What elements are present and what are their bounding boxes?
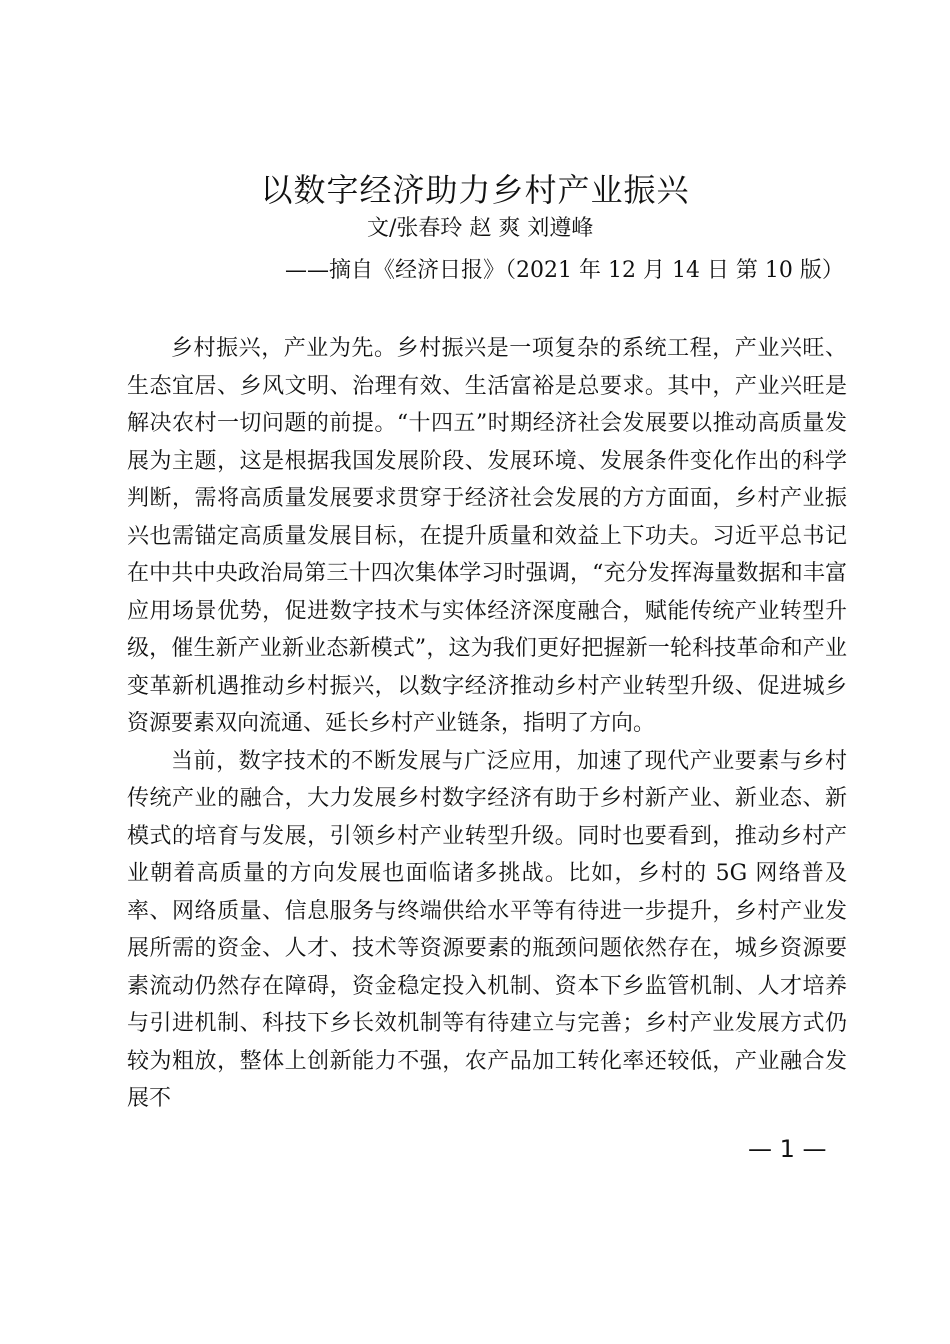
page-number: — 1 —: [748, 1135, 827, 1163]
source-line: ——摘自《经济日报》（2021 年 12 月 14 日 第 10 版）: [285, 258, 844, 283]
paragraph: 乡村振兴，产业为先。乡村振兴是一项复杂的系统工程，产业兴旺、生态宜居、乡风文明、治理有效、生活富裕是总要求。其中，产业兴旺是解决农村一切问题的前提。“十四五”时期经济社会发展要以推动高质量发展为主题，这是根据我国发展阶段、发展环境、发展条件变化作出的科学判断，需将高质量发展要求贯穿于经济社会发展的方方面面，乡村产业振兴也需锚定高质量发展目标，在提升质量和效益上下功夫。习近平总书记在中共中央政治局第三十四次集体学习时强调，“充分发挥海量数据和丰富应用场景优势，促进数字技术与实体经济深度融合，赋能传统产业转型升级，催生新产业新业态新模式”，这为我们更好把握新一轮科技革命和产业变革新机遇推动乡村振兴，以数字经济推动乡村产业转型升级、促进城乡资源要素双向流通、延长乡村产业链条，指明了方向。: [127, 336, 847, 736]
article-body: [127, 330, 847, 1118]
author-line: 文/张春玲 赵 爽 刘遵峰: [367, 216, 594, 241]
paragraph: 当前，数字技术的不断发展与广泛应用，加速了现代产业要素与乡村传统产业的融合，大力发展乡村数字经济有助于乡村新产业、新业态、新模式的培育与发展，引领乡村产业转型升级。同时也要看到，推动乡村产业朝着高质量的方向发展也面临诸多挑战。比如，乡村的 5G 网络普及率、网络质量、信息服务与终端供给水平等有待进一步提升，乡村产业发展所需的资金、人才、技术等资源要素的瓶颈问题依然存在，城乡资源要素流动仍然存在障碍，资金稳定投入机制、资本下乡监管机制、人才培养与引进机制、科技下乡长效机制等有待建立与完善；乡村产业发展方式仍较为粗放，整体上创新能力不强，农产品加工转化率还较低，产业融合发展不: [127, 748, 847, 1111]
page-title: 以数字经济助力乡村产业振兴: [260, 171, 690, 209]
